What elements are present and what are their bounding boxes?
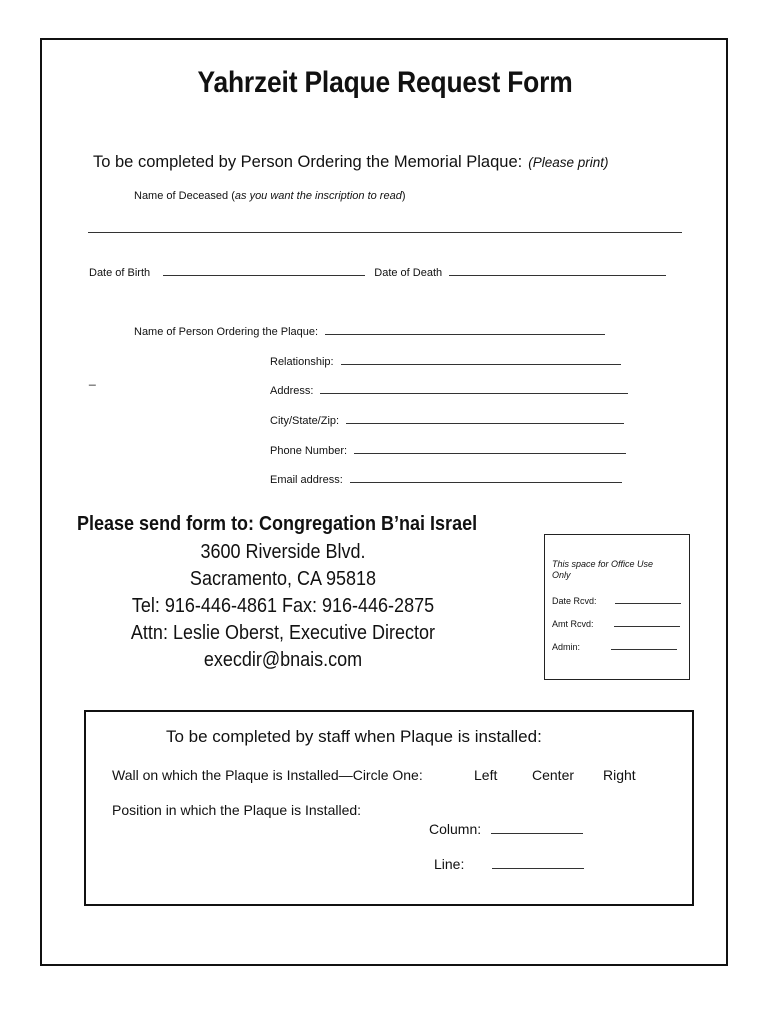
office-admin-row: [552, 641, 677, 652]
phone-field[interactable]: [354, 443, 626, 454]
intro-text: To be completed by Person Ordering the Memorial Plaque:: [93, 153, 523, 171]
office-amt-field[interactable]: [614, 618, 680, 627]
office-admin-field[interactable]: [611, 641, 677, 650]
intro-note: (Please print): [528, 155, 609, 170]
deceased-label-text: Name of Deceased (: [134, 190, 235, 202]
city-field[interactable]: [346, 413, 624, 424]
address-row: [270, 383, 628, 397]
office-use-box: [544, 534, 690, 680]
office-admin-label: Admin:: [552, 642, 581, 652]
dob-row: [89, 265, 666, 279]
line-row: [434, 855, 584, 872]
dod-field[interactable]: [449, 265, 666, 276]
send-heading: Please send form to: Congregation B’nai Israel: [77, 513, 478, 535]
relationship-label: Relationship:: [270, 356, 334, 368]
stray-dash: _: [89, 372, 96, 386]
wall-option-left[interactable]: Left: [474, 767, 498, 783]
dod-label: Date of Death: [374, 267, 443, 279]
deceased-close: ): [401, 190, 406, 202]
column-label: Column:: [429, 821, 482, 837]
position-label: Position in which the Plaque is Installed:: [112, 802, 362, 818]
email-label: Email address:: [270, 474, 343, 486]
dob-field[interactable]: [163, 265, 365, 276]
column-row: [429, 820, 583, 837]
address-field[interactable]: [320, 383, 628, 394]
city-label: City/State/Zip:: [270, 415, 340, 427]
office-amt-row: [552, 618, 680, 629]
form-title: Yahrzeit Plaque Request Form: [197, 66, 573, 99]
staff-box: [84, 710, 694, 906]
address-label: Address:: [270, 385, 314, 397]
send-attn: Attn: Leslie Oberst, Executive Director: [130, 622, 436, 644]
send-street: 3600 Riverside Blvd.: [200, 541, 366, 563]
email-row: [270, 472, 622, 486]
send-city: Sacramento, CA 95818: [189, 568, 377, 590]
office-date-label: Date Rcvd:: [552, 596, 597, 606]
city-row: [270, 413, 624, 427]
orderer-row: [134, 324, 605, 338]
office-date-field[interactable]: [615, 595, 681, 604]
phone-label: Phone Number:: [270, 445, 348, 457]
email-field[interactable]: [350, 472, 622, 483]
orderer-field[interactable]: [325, 324, 605, 335]
send-tel-fax: Tel: 916-446-4861 Fax: 916-446-2875: [131, 595, 435, 617]
deceased-name-field[interactable]: [88, 232, 682, 233]
office-date-row: [552, 595, 681, 606]
relationship-row: [270, 354, 621, 368]
line-label: Line:: [434, 856, 465, 872]
deceased-label: [134, 190, 406, 202]
deceased-note: as you want the inscription to read: [234, 190, 402, 202]
send-email: execdir@bnais.com: [203, 649, 363, 671]
orderer-label: Name of Person Ordering the Plaque:: [134, 326, 319, 338]
relationship-field[interactable]: [341, 354, 621, 365]
office-amt-label: Amt Rcvd:: [552, 619, 594, 629]
wall-label: Wall on which the Plaque is Installed—Circle One:: [112, 767, 423, 783]
column-field[interactable]: [491, 820, 583, 834]
line-field[interactable]: [492, 855, 584, 869]
dob-label: Date of Birth: [89, 267, 151, 279]
phone-row: [270, 443, 626, 457]
wall-option-right[interactable]: Right: [603, 767, 636, 783]
office-header: This space for Office Use Only: [552, 559, 654, 580]
wall-option-center[interactable]: Center: [532, 767, 575, 783]
staff-header: To be completed by staff when Plaque is installed:: [166, 727, 542, 746]
intro-line: [93, 153, 609, 172]
